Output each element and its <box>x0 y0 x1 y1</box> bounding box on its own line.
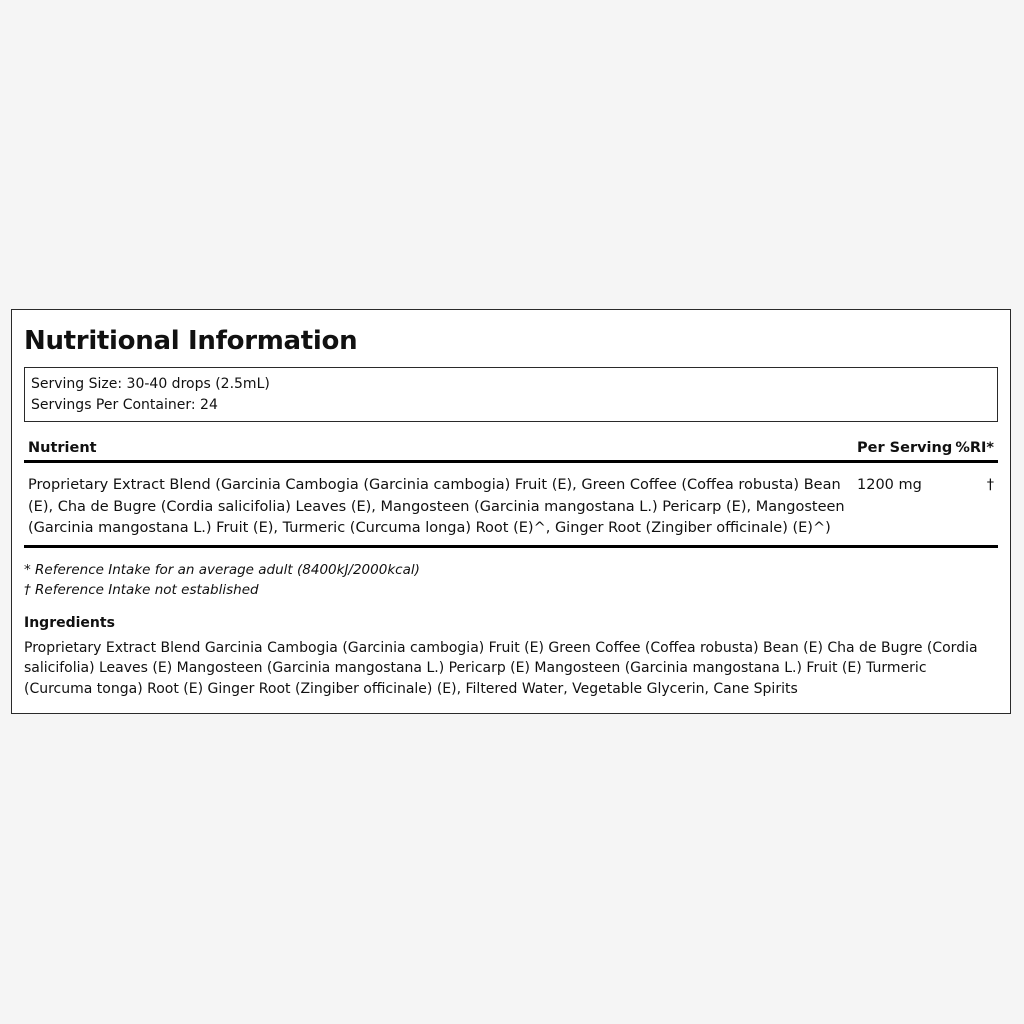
footnotes <box>24 560 998 600</box>
row-ri: † <box>986 477 994 493</box>
header-nutrient: Nutrient <box>28 440 97 456</box>
header-ri: %RI* <box>955 440 994 456</box>
header-per-serving: Per Serving <box>857 440 953 456</box>
footnote-reference-intake: * Reference Intake for an average adult (8400kJ/2000kcal) <box>24 561 420 578</box>
footnote-not-established: † Reference Intake not established <box>24 581 259 598</box>
row-nutrient: Proprietary Extract Blend (Garcinia Cambogia (Garcinia cambogia) Fruit (E), Green Coffee (Coffea robusta) Bean (E), Cha de Bugre (Cordia salicifolia) Leaves (E), Mangosteen (Garcinia mangostana L.) Pericarp (E), Mangosteen (Garcinia mangostana L.) Fruit (E), Turmeric (Curcuma longa) Root (E)^, Ginger Root (Zingiber officinale) (E)^) <box>28 477 845 536</box>
ingredients-list: Proprietary Extract Blend Garcinia Cambogia (Garcinia cambogia) Fruit (E) Green Coffee (Coffea robusta) Bean (E) Cha de Bugre (Cordia salicifolia) Leaves (E) Mangosteen (Garcinia mangostana L.) Pericarp (E) Mangosteen (Garcinia mangostana L.) Fruit (E) Turmeric (Curcuma tonga) Root (E) Ginger Root (Zingiber officinale) (E), Filtered Water, Vegetable Glycerin, Cane Spirits <box>24 639 978 697</box>
ingredients-heading: Ingredients <box>24 614 115 631</box>
serving-info-box <box>24 367 998 422</box>
serving-size: Serving Size: 30-40 drops (2.5mL) <box>31 376 270 392</box>
table-row <box>24 463 998 548</box>
label-title: Nutritional Information <box>24 326 358 356</box>
row-per-serving: 1200 mg <box>857 477 922 493</box>
nutrition-label <box>11 309 1011 714</box>
nutrient-table-header <box>24 435 998 463</box>
servings-per-container: Servings Per Container: 24 <box>31 397 218 413</box>
